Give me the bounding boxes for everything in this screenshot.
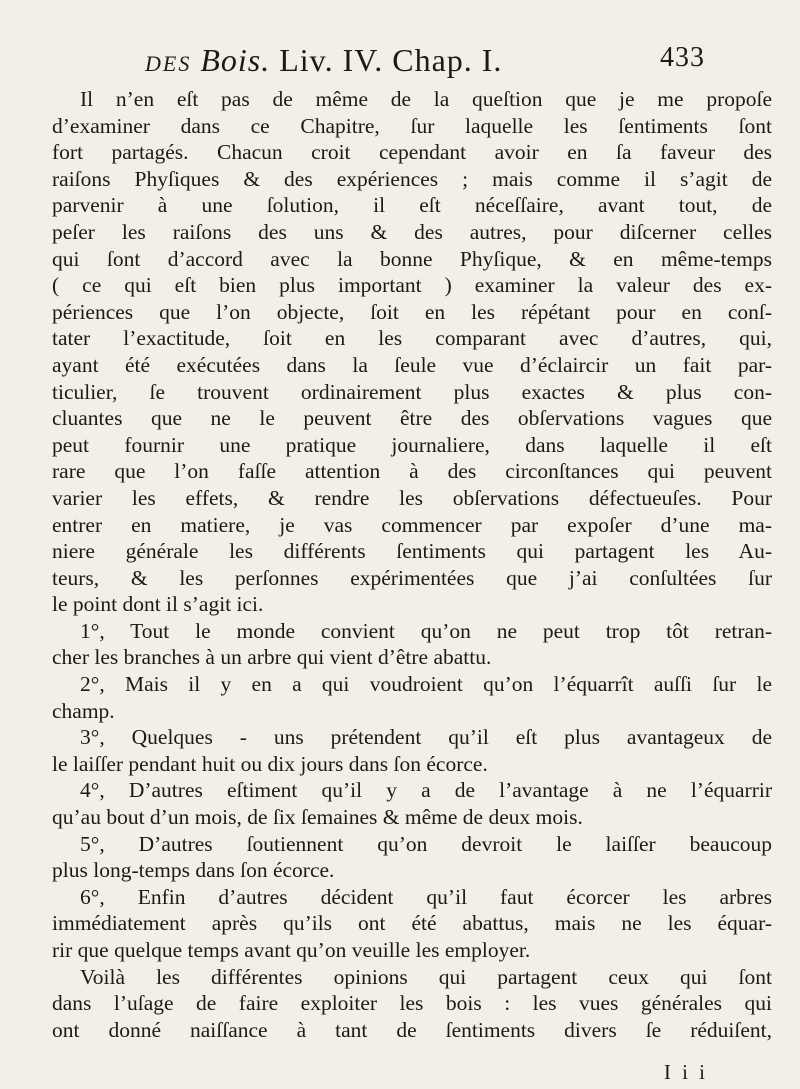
text-line: rir que quelque temps avant qu’on veuille les employer. [52, 938, 531, 962]
page-number: 433 [660, 42, 705, 73]
text-line: rare que l’on faſſe attention à des circonſtances qui peuvent [52, 459, 772, 484]
text-line: niere générale les différents ſentiments qui partagent les Au- [52, 539, 772, 564]
body-text [52, 86, 772, 1043]
list-item-6: 6°, Enfin d’autres décident qu’il faut écorcer les arbres [80, 884, 772, 909]
text-line: fort partagés. Chacun croit cependant avoir en ſa faveur des [52, 140, 772, 165]
running-head-title [145, 42, 502, 79]
text-line: d’examiner dans ce Chapitre, ſur laquelle les ſentiments ſont [52, 113, 772, 138]
running-head-bois: Bois. [200, 42, 271, 78]
text-line: qu’au bout d’un mois, de ſix ſemaines & même de deux mois. [52, 805, 583, 830]
list-item-1: 1°, Tout le monde convient qu’on ne peut trop tôt retran- [80, 618, 772, 643]
text-line: cher les branches à un arbre qui vient d’être abattu. [52, 645, 492, 670]
text-line: champ. [52, 698, 115, 723]
text-line: immédiatement après qu’ils ont été abattus, mais ne les équar- [52, 911, 772, 936]
text-line: varier les effets, & rendre les obſervations défectueuſes. Pour [52, 485, 772, 510]
running-head-chapter: Liv. IV. Chap. I. [279, 42, 503, 78]
running-head-des: DES [145, 51, 192, 76]
text-line: peut fournir une pratique journaliere, dans laquelle il eſt [52, 432, 772, 457]
list-item-4: 4°, D’autres eſtiment qu’il y a de l’avantage à ne l’équarrir [80, 778, 772, 803]
text-line: raiſons Phyſiques & des expériences ; mais comme il s’agit de [52, 166, 772, 191]
text-line: Il n’en eſt pas de même de la queſtion que je me propoſe [80, 87, 772, 111]
text-line: tater l’exactitude, ſoit en les comparant avec d’autres, qui, [52, 326, 772, 351]
text-line: dans l’uſage de faire exploiter les bois : les vues générales qui [52, 991, 772, 1016]
text-line: ont donné naiſſance à tant de ſentiments divers ſe réduiſent, [52, 1017, 772, 1042]
text-line: Voilà les différentes opinions qui partagent ceux qui ſont [80, 964, 772, 989]
text-line: le laiſſer pendant huit ou dix jours dans ſon écorce. [52, 751, 488, 776]
text-line: entrer en matiere, je vas commencer par expoſer d’une ma- [52, 512, 772, 537]
text-line: plus long-temps dans ſon écorce. [52, 858, 335, 883]
text-line: ayant été exécutées dans la ſeule vue d’éclaircir un fait par- [52, 352, 772, 377]
running-head [145, 42, 705, 82]
text-line: teurs, & les perſonnes expérimentées que j’ai conſultées ſur [52, 565, 772, 590]
text-line: le point dont il s’agit ici. [52, 592, 264, 617]
text-line: peſer les raiſons des uns & des autres, pour diſcerner celles [52, 219, 772, 244]
text-line: cluantes que ne le peuvent être des obſervations vagues que [52, 406, 772, 431]
text-line: parvenir à une ſolution, il eſt néceſſaire, avant tout, de [52, 193, 772, 218]
text-line: ( ce qui eſt bien plus important ) examiner la valeur des ex- [52, 273, 772, 298]
text-line: qui ſont d’accord avec la bonne Phyſique, & en même-temps [52, 246, 772, 271]
text-line: périences que l’on objecte, ſoit en les répétant pour en conſ- [52, 299, 772, 324]
text-line: ticulier, ſe trouvent ordinairement plus exactes & plus con- [52, 379, 772, 404]
list-item-3: 3°, Quelques - uns prétendent qu’il eſt plus avantageux de [80, 725, 772, 750]
list-item-5: 5°, D’autres ſoutiennent qu’on devroit le laiſſer beaucoup [80, 831, 772, 856]
list-item-2: 2°, Mais il y en a qui voudroient qu’on l’équarrît auſſi ſur le [80, 672, 772, 697]
signature-mark: I i i [663, 1060, 708, 1084]
